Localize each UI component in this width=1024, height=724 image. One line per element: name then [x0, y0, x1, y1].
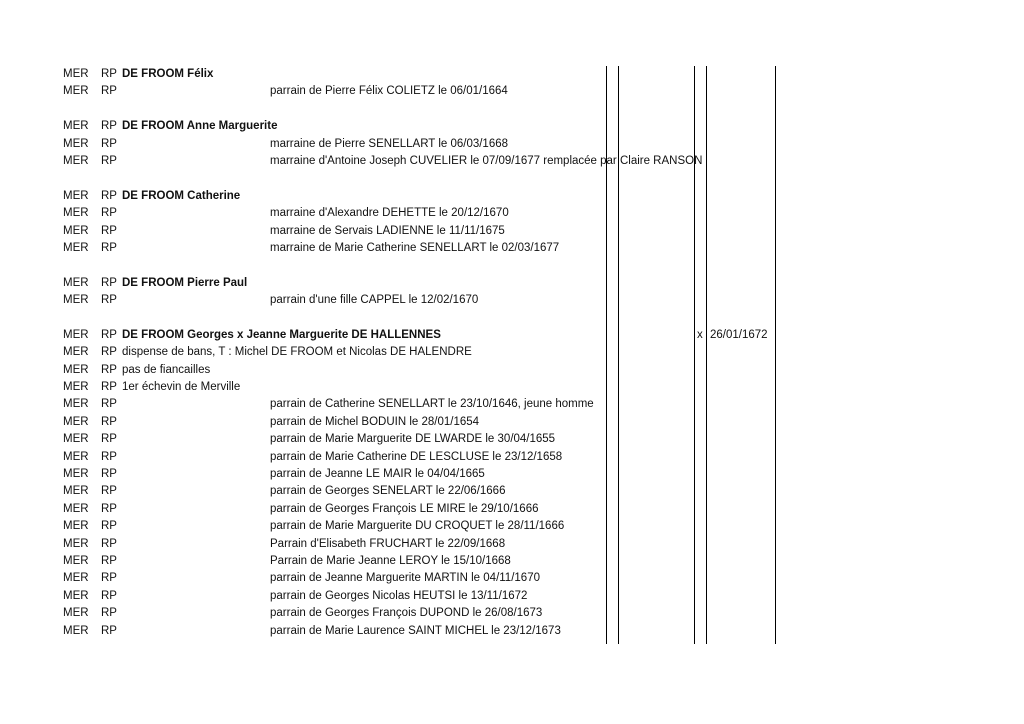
blank-row — [0, 101, 1024, 118]
parish-code: MER — [63, 328, 89, 341]
record-row — [0, 570, 1024, 587]
register-code: RP — [101, 572, 117, 585]
register-code: RP — [101, 276, 117, 289]
record-row — [0, 136, 1024, 153]
parish-code: MER — [63, 502, 89, 515]
event-detail: parrain de Marie Marguerite DE LWARDE le 30/04/1655 — [270, 433, 556, 446]
event-detail: parrain de Marie Catherine DE LESCLUSE le 23/12/1658 — [270, 450, 563, 463]
event-detail: parrain de Jeanne Marguerite MARTIN le 04/11/1670 — [270, 572, 540, 585]
register-code: RP — [101, 520, 117, 533]
register-code: RP — [101, 207, 117, 220]
parish-code: MER — [63, 415, 89, 428]
record-row — [0, 292, 1024, 309]
person-name: pas de fiancailles — [122, 363, 211, 376]
record-row — [0, 466, 1024, 483]
parish-code: MER — [63, 520, 89, 533]
event-detail: Parrain d'Elisabeth FRUCHART le 22/09/1668 — [270, 537, 506, 550]
parish-code: MER — [63, 346, 89, 359]
event-detail: parrain de Pierre Félix COLIETZ le 06/01/1664 — [270, 85, 508, 98]
event-detail: marraine d'Alexandre DEHETTE le 20/12/1670 — [270, 207, 509, 220]
event-detail: marraine d'Antoine Joseph CUVELIER le 07/09/1677 remplacée par Claire RANSON — [270, 154, 703, 167]
blank-row — [0, 309, 1024, 326]
record-row — [0, 623, 1024, 640]
record-row — [0, 66, 1024, 83]
person-name: DE FROOM Félix — [122, 68, 214, 80]
blank-row — [0, 257, 1024, 274]
record-row — [0, 223, 1024, 240]
record-row — [0, 188, 1024, 205]
record-row — [0, 118, 1024, 135]
parish-code: MER — [63, 294, 89, 307]
record-row — [0, 240, 1024, 257]
register-code: RP — [101, 294, 117, 307]
event-detail: parrain de Georges François LE MIRE le 29/10/1666 — [270, 502, 539, 515]
marriage-date: 26/01/1672 — [710, 328, 768, 341]
record-row — [0, 501, 1024, 518]
parish-code: MER — [63, 398, 89, 411]
register-code: RP — [101, 415, 117, 428]
parish-code: MER — [63, 85, 89, 98]
event-detail: Parrain de Marie Jeanne LEROY le 15/10/1668 — [270, 554, 511, 567]
record-row — [0, 396, 1024, 413]
event-detail: parrain de Michel BODUIN le 28/01/1654 — [270, 415, 480, 428]
parish-code: MER — [63, 467, 89, 480]
record-row — [0, 344, 1024, 361]
record-row — [0, 275, 1024, 292]
parish-code: MER — [63, 241, 89, 254]
register-code: RP — [101, 624, 117, 637]
record-row — [0, 327, 1024, 344]
person-name: dispense de bans, T : Michel DE FROOM et Nicolas DE HALENDRE — [122, 346, 472, 359]
parish-code: MER — [63, 624, 89, 637]
record-row — [0, 588, 1024, 605]
parish-code: MER — [63, 572, 89, 585]
register-code: RP — [101, 607, 117, 620]
marriage-marker: x — [697, 328, 703, 341]
parish-code: MER — [63, 381, 89, 394]
register-code: RP — [101, 398, 117, 411]
register-code: RP — [101, 433, 117, 446]
parish-code: MER — [63, 224, 89, 237]
register-code: RP — [101, 554, 117, 567]
record-row — [0, 153, 1024, 170]
parish-code: MER — [63, 68, 89, 80]
record-row — [0, 414, 1024, 431]
event-detail: marraine de Pierre SENELLART le 06/03/1668 — [270, 137, 509, 150]
parish-code: MER — [63, 137, 89, 150]
blank-row — [0, 170, 1024, 187]
register-code: RP — [101, 241, 117, 254]
parish-code: MER — [63, 450, 89, 463]
register-code: RP — [101, 224, 117, 237]
record-row — [0, 83, 1024, 100]
register-code: RP — [101, 537, 117, 550]
parish-code: MER — [63, 589, 89, 602]
event-detail: marraine de Servais LADIENNE le 11/11/1675 — [270, 224, 505, 237]
record-row — [0, 536, 1024, 553]
parish-code: MER — [63, 276, 89, 289]
person-name: DE FROOM Georges x Jeanne Marguerite DE HALLENNES — [122, 328, 441, 341]
register-code: RP — [101, 589, 117, 602]
person-name: DE FROOM Pierre Paul — [122, 276, 248, 289]
parish-code: MER — [63, 607, 89, 620]
parish-code: MER — [63, 485, 89, 498]
register-code: RP — [101, 346, 117, 359]
register-code: RP — [101, 328, 117, 341]
parish-code: MER — [63, 189, 89, 202]
register-code: RP — [101, 502, 117, 515]
person-name: DE FROOM Catherine — [122, 189, 241, 202]
register-code: RP — [101, 381, 117, 394]
register-code: RP — [101, 154, 117, 167]
register-code: RP — [101, 467, 117, 480]
record-row — [0, 605, 1024, 622]
event-detail: parrain de Marie Laurence SAINT MICHEL le 23/12/1673 — [270, 624, 561, 637]
event-detail: marraine de Marie Catherine SENELLART le 02/03/1677 — [270, 241, 560, 254]
event-detail: parrain de Georges Nicolas HEUTSI le 13/11/1672 — [270, 589, 528, 602]
parish-code: MER — [63, 537, 89, 550]
register-code: RP — [101, 68, 117, 80]
person-name: 1er échevin de Merville — [122, 381, 241, 394]
event-detail: parrain de Catherine SENELLART le 23/10/1646, jeune homme — [270, 398, 594, 411]
register-code: RP — [101, 120, 117, 133]
register-code: RP — [101, 363, 117, 376]
register-code: RP — [101, 450, 117, 463]
record-row — [0, 553, 1024, 570]
parish-code: MER — [63, 363, 89, 376]
record-row — [0, 518, 1024, 535]
parish-code: MER — [63, 433, 89, 446]
record-row — [0, 483, 1024, 500]
event-detail: parrain d'une fille CAPPEL le 12/02/1670 — [270, 294, 479, 307]
event-detail: parrain de Georges François DUPOND le 26/08/1673 — [270, 607, 543, 620]
record-row — [0, 362, 1024, 379]
record-list — [0, 66, 1024, 640]
parish-code: MER — [63, 154, 89, 167]
event-detail: parrain de Georges SENELART le 22/06/1666 — [270, 485, 506, 498]
person-name: DE FROOM Anne Marguerite — [122, 120, 278, 133]
event-detail: parrain de Marie Marguerite DU CROQUET le 28/11/1666 — [270, 520, 565, 533]
parish-code: MER — [63, 554, 89, 567]
event-detail: parrain de Jeanne LE MAIR le 04/04/1665 — [270, 467, 485, 480]
record-row — [0, 205, 1024, 222]
record-row — [0, 379, 1024, 396]
register-code: RP — [101, 485, 117, 498]
parish-code: MER — [63, 207, 89, 220]
parish-code: MER — [63, 120, 89, 133]
record-row — [0, 431, 1024, 448]
register-code: RP — [101, 85, 117, 98]
register-code: RP — [101, 189, 117, 202]
record-row — [0, 449, 1024, 466]
register-code: RP — [101, 137, 117, 150]
